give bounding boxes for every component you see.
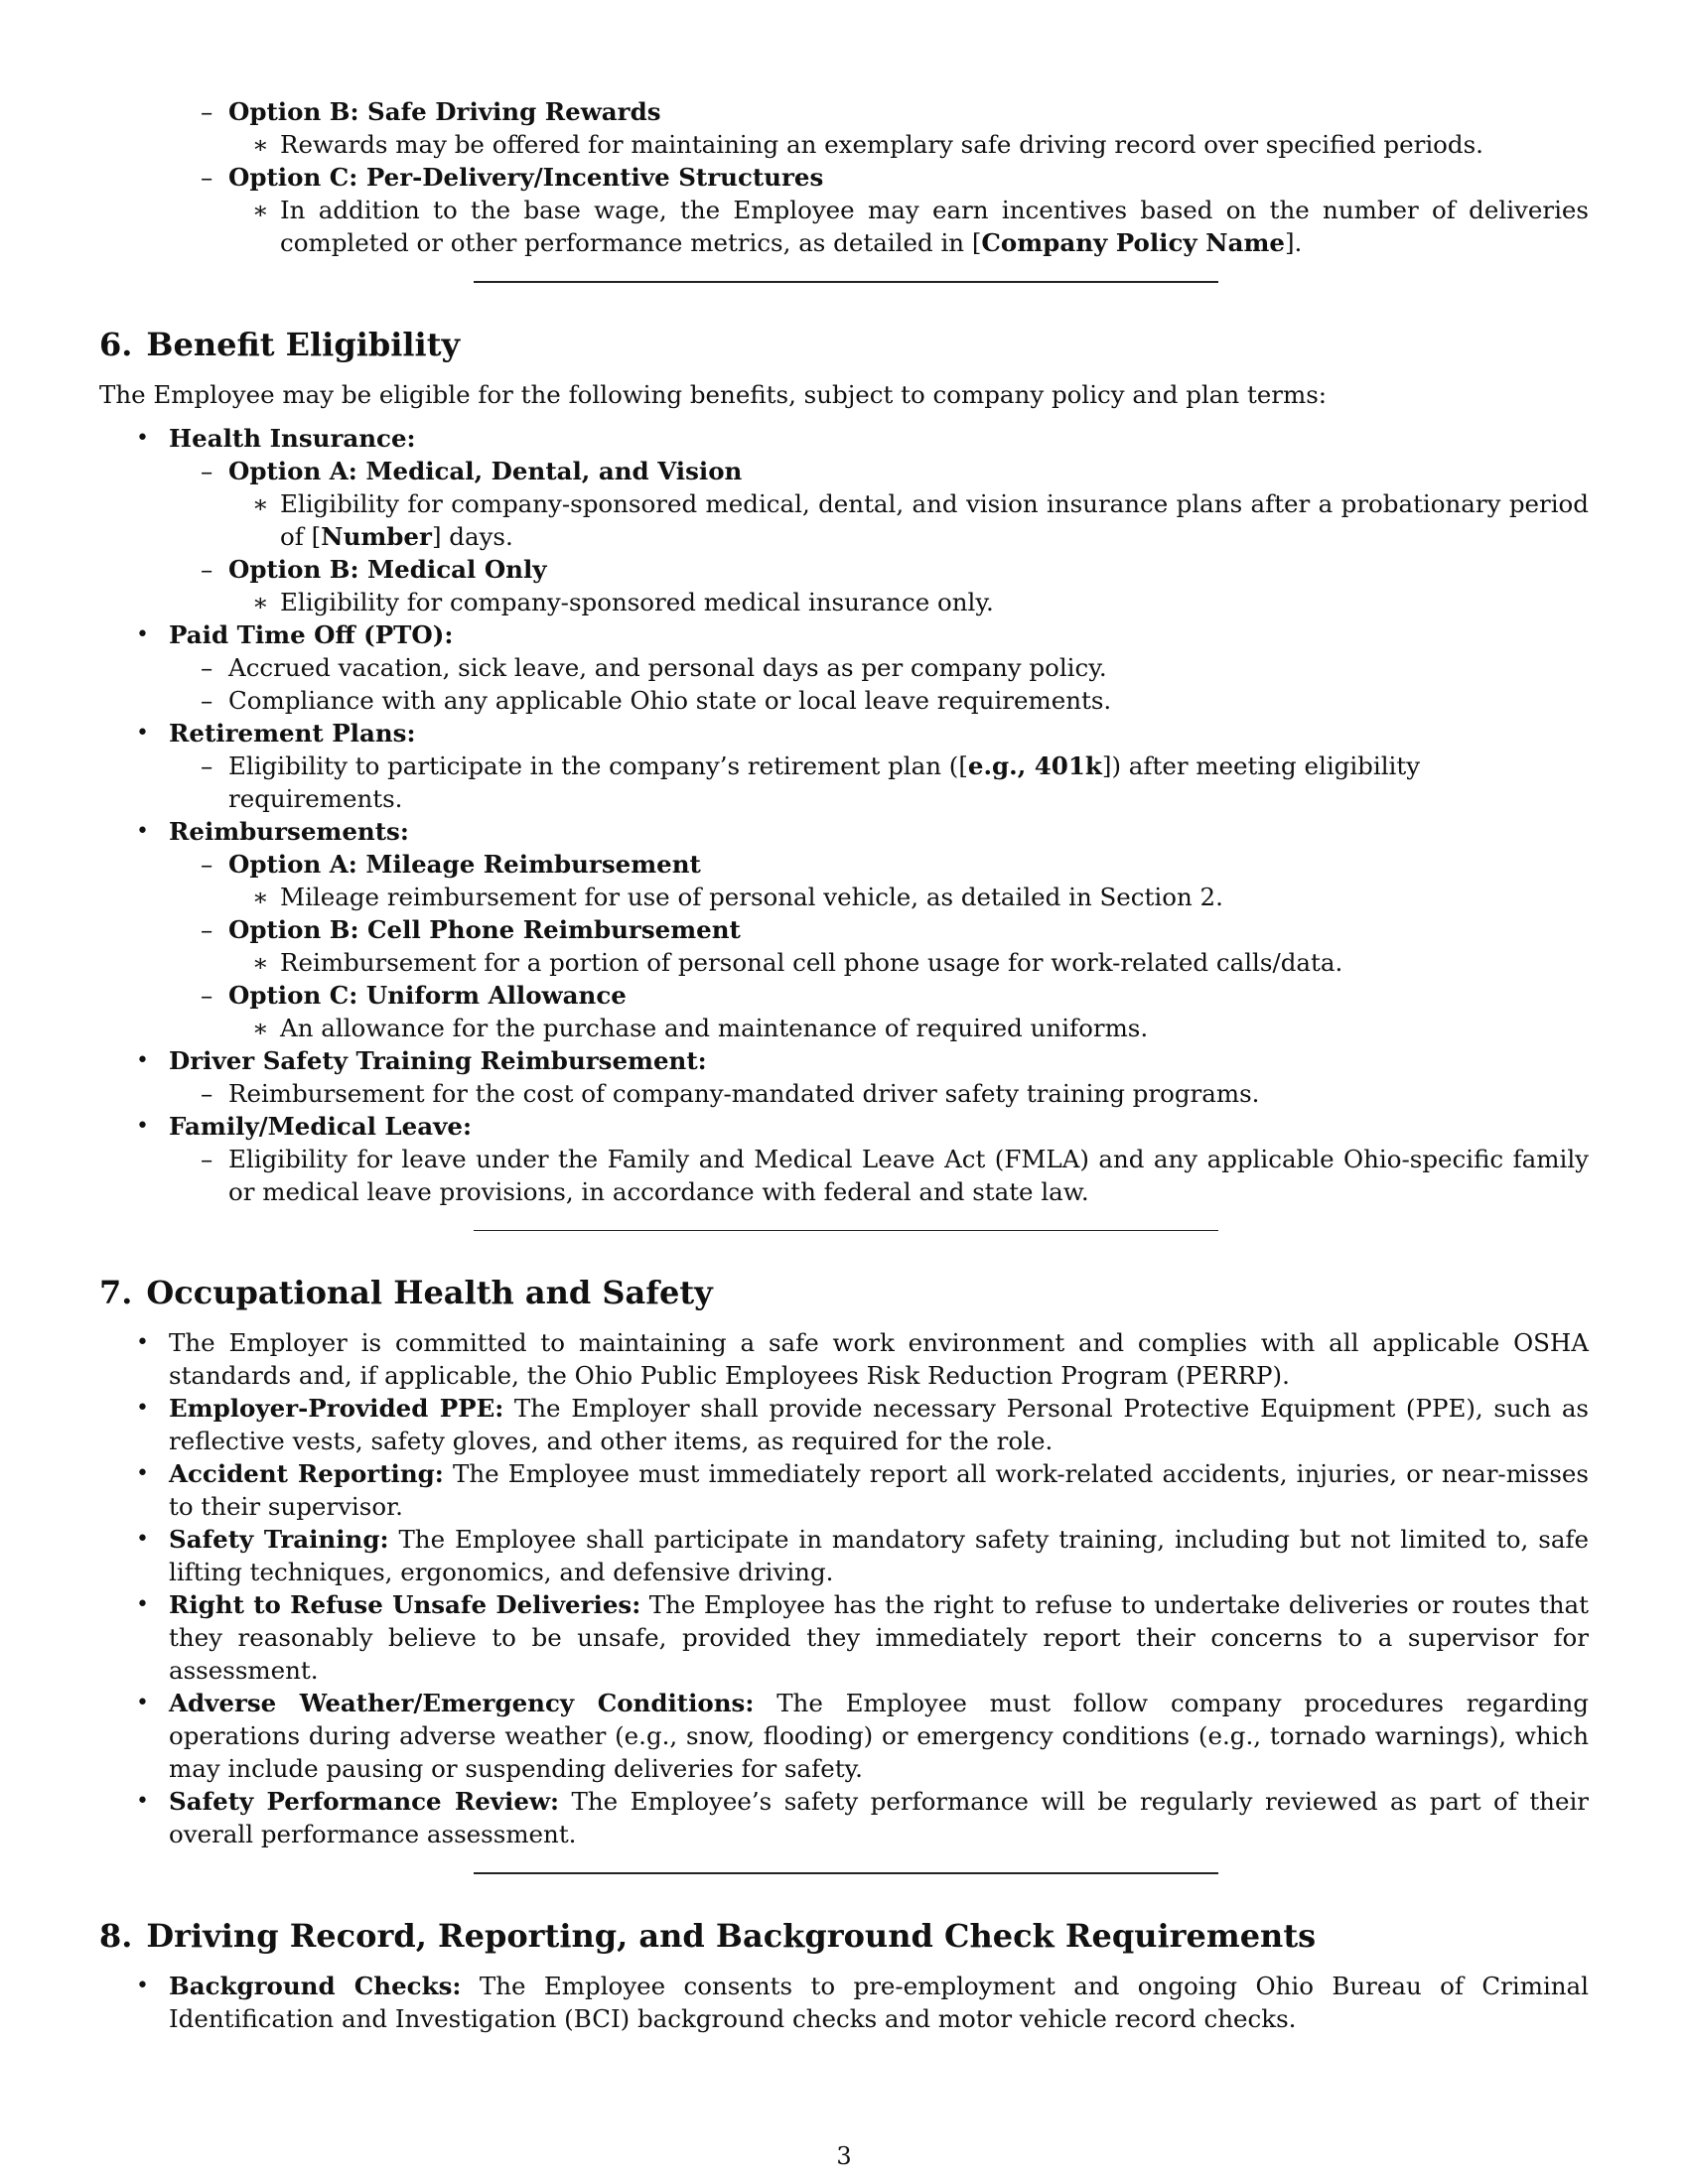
list-item: – Option C: Per-Delivery/Incentive Structures — [201, 163, 824, 192]
list-item: ∗ In addition to the base wage, the Employee may earn incentives based on the number of deliveries completed or other performance metrics, as detailed in [Company Policy Name]. — [252, 196, 1589, 257]
list-item: ∗ An allowance for the purchase and maintenance of required uniforms. — [252, 1013, 1149, 1042]
list-item: • Health Insurance: — [136, 423, 416, 453]
list-item: – Eligibility to participate in the company’s retirement plan ([e.g., 401k]) after meeting eligibility requirements. — [201, 751, 1421, 813]
list-item: • Family/Medical Leave: — [136, 1111, 472, 1141]
list-item: ∗ Rewards may be offered for maintaining an exemplary safe driving record over specified periods. — [252, 130, 1483, 159]
list-item: – Option C: Uniform Allowance — [201, 980, 627, 1010]
list-item: ∗ Eligibility for company-sponsored medical insurance only. — [252, 587, 994, 616]
list-item: • Driver Safety Training Reimbursement: — [136, 1045, 707, 1075]
list-item: – Option A: Medical, Dental, and Vision — [201, 456, 743, 485]
section-divider — [474, 281, 1218, 283]
list-item: – Accrued vacation, sick leave, and personal days as per company policy. — [201, 652, 1107, 682]
list-item: • Adverse Weather/Emergency Conditions: The Employee must follow company procedures regarding operations during adverse weather (e.g., snow, flooding) or emergency conditions (e.g., tornado warnings), which may include pausing or suspending deliveries for safety. — [136, 1689, 1589, 1783]
section-heading: 8. Driving Record, Reporting, and Background Check Requirements — [99, 1916, 1317, 1955]
section-heading: 7. Occupational Health and Safety — [99, 1274, 713, 1311]
list-item: – Option B: Cell Phone Reimbursement — [201, 914, 741, 944]
section-intro: The Employee may be eligible for the following benefits, subject to company policy and plan terms: — [99, 379, 1328, 409]
list-item: – Compliance with any applicable Ohio state or local leave requirements. — [201, 685, 1112, 715]
list-item: – Option A: Mileage Reimbursement — [201, 849, 701, 879]
list-item: ∗ Reimbursement for a portion of personal cell phone usage for work-related calls/data. — [252, 947, 1343, 977]
list-item: • Retirement Plans: — [136, 718, 416, 748]
list-item: – Reimbursement for the cost of company-mandated driver safety training programs. — [201, 1078, 1260, 1108]
list-item: • Accident Reporting: The Employee must immediately report all work-related accidents, injuries, or near-misses to their supervisor. — [136, 1459, 1589, 1521]
list-item: • Right to Refuse Unsafe Deliveries: The Employee has the right to refuse to undertake deliveries or routes that they reasonably believe to be unsafe, provided they immediately report their concerns to a supervisor for assessment. — [136, 1590, 1589, 1685]
list-item: • Background Checks: The Employee consents to pre-employment and ongoing Ohio Bureau of Criminal Identification and Investigation (BCI) background checks and motor vehicle record checks. — [136, 1971, 1589, 2033]
list-item: • Reimbursements: — [136, 816, 409, 846]
section-heading: 6. Benefit Eligibility — [99, 325, 461, 363]
list-item: • Paid Time Off (PTO): — [136, 619, 454, 649]
list-item: – Option B: Safe Driving Rewards — [201, 97, 661, 126]
list-item: • Employer-Provided PPE: The Employer shall provide necessary Personal Protective Equipment (PPE), such as reflective vests, safety gloves, and other items, as required for the role. — [136, 1394, 1589, 1455]
list-item: • The Employer is committed to maintaining a safe work environment and complies with all applicable OSHA standards and, if applicable, the Ohio Public Employees Risk Reduction Program (PERRP). — [136, 1328, 1589, 1390]
list-item: • Safety Performance Review: The Employee’s safety performance will be regularly reviewed as part of their overall performance assessment. — [136, 1787, 1589, 1848]
document-page — [99, 95, 1589, 2035]
list-item: ∗ Mileage reimbursement for use of personal vehicle, as detailed in Section 2. — [252, 882, 1223, 911]
section-divider — [474, 1230, 1218, 1232]
section-divider — [474, 1872, 1218, 1874]
list-item: – Option B: Medical Only — [201, 554, 547, 584]
list-item: • Safety Training: The Employee shall participate in mandatory safety training, including but not limited to, safe lifting techniques, ergonomics, and defensive driving. — [136, 1525, 1589, 1586]
list-item: ∗ Eligibility for company-sponsored medical, dental, and vision insurance plans after a probationary period of [Number] days. — [252, 488, 1589, 551]
page-number: 3 — [836, 2142, 852, 2170]
list-item: – Eligibility for leave under the Family and Medical Leave Act (FMLA) and any applicable Ohio-specific family or medical leave provisions, in accordance with federal and state law. — [201, 1144, 1589, 1206]
